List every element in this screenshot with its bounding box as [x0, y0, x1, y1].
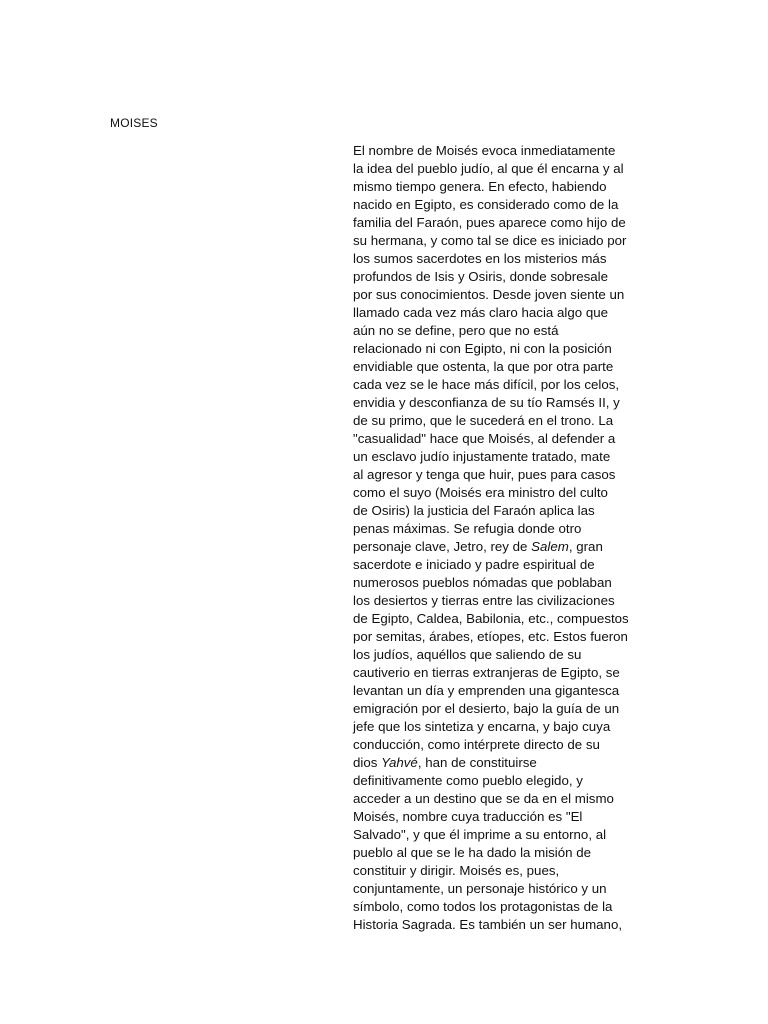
document-title: MOISES — [110, 116, 158, 130]
body-text-segment: , han de constituirse definitivamente como pueblo elegido, y acceder a un destino que se da en el mismo Moisés, nombre cuya traducción es "El Salvado", y que él imprime a su entorno, al pueblo al que se le ha dado la misión de constituir y dirigir. Moisés es, pues, conjuntamente, un personaje histórico y un símbolo, como todos los protagonistas de la Historia Sagrada. Es también un ser humano, — [353, 755, 623, 932]
body-paragraph — [353, 142, 653, 934]
body-text-segment: , gran sacerdote e iniciado y padre espiritual de numerosos pueblos nómadas que poblaban los desiertos y tierras entre las civilizaciones de Egipto, Caldea, Babilonia, etc., compuestos por semitas, árabes, etíopes, etc. Estos fueron los judíos, aquéllos que saliendo de su cautiverio en tierras extranjeras de Egipto, se levantan un día y emprenden una gigantesca emigración por el desierto, bajo la guía de un jefe que los sintetiza y encarna, y bajo cuya conducción, como intérprete directo de su dios — [353, 539, 629, 770]
italic-term-yahve: Yahvé — [381, 755, 418, 770]
body-text-segment: El nombre de Moisés evoca inmediatamente la idea del pueblo judío, al que él encarna y al mismo tiempo genera. En efecto, habiendo nacido en Egipto, es considerado como de la familia del Faraón, pues aparece como hijo de su hermana, y como tal se dice es iniciado por los sumos sacerdotes en los misterios más profundos de Isis y Osiris, donde sobresale por sus conocimientos. Desde joven siente un llamado cada vez más claro hacia algo que aún no se define, pero que no está relacionado ni con Egipto, ni con la posición envidiable que ostenta, la que por otra parte cada vez se le hace más difícil, por los celos, envidia y desconfianza de su tío Ramsés II, y de su primo, que le sucederá en el trono. La "casualidad" hace que Moisés, al defender a un esclavo judío injustamente tratado, mate al agresor y tenga que huir, pues para casos como el suyo (Moisés era ministro del culto de Osiris) la justicia del Faraón aplica las penas máximas. Se refugia donde otro personaje clave, Jetro, rey de — [353, 143, 627, 554]
italic-term-salem: Salem — [531, 539, 569, 554]
